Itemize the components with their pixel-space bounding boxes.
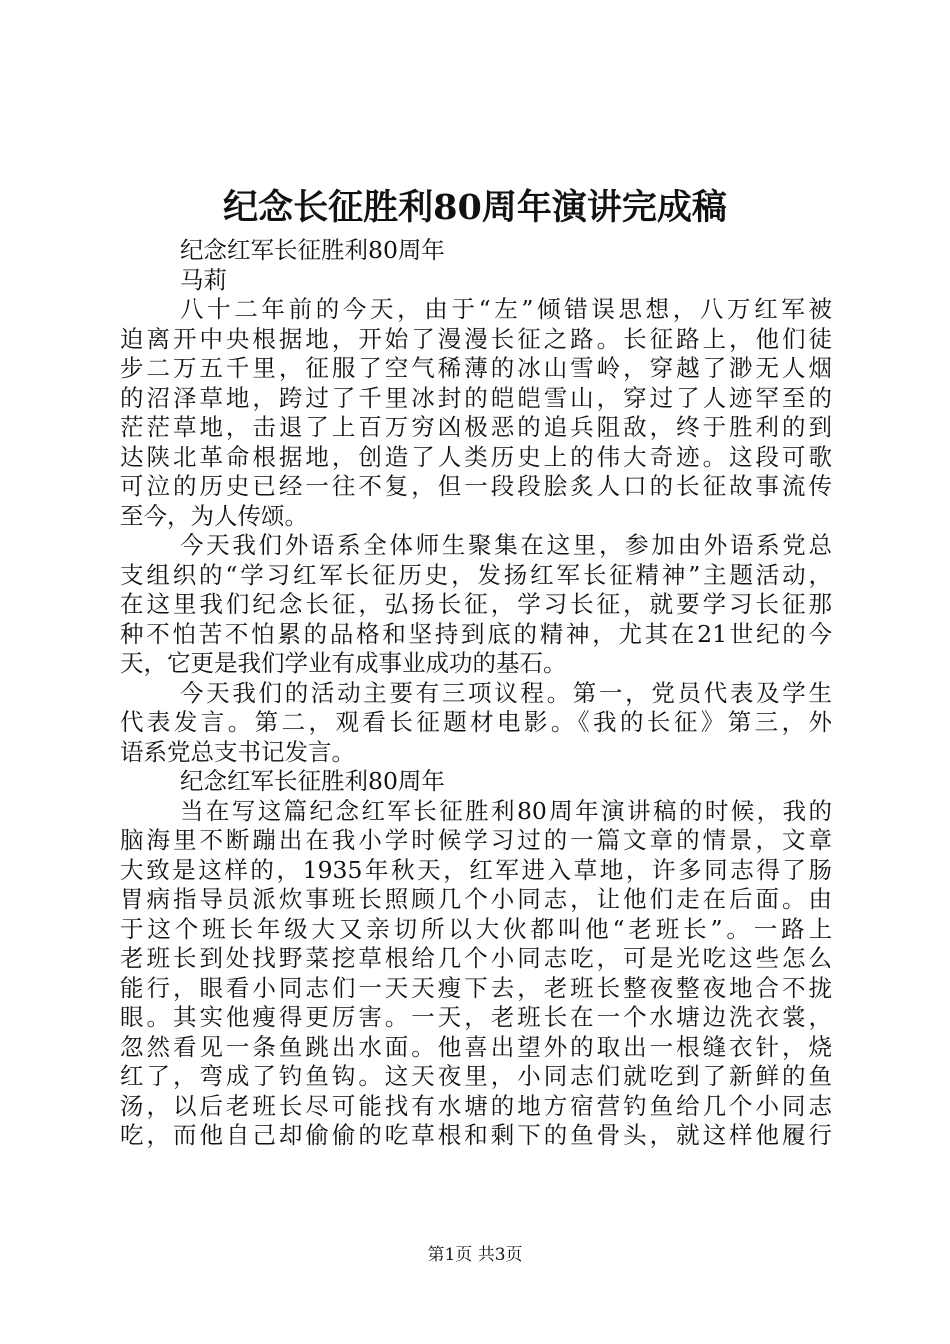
text-line: 红了，弯成了钓鱼钩。这天夜里，小同志们就吃到了新鲜的鱼 (120, 1062, 832, 1090)
paragraph-3 (120, 679, 832, 768)
text-line: 眼。其实他瘦得更厉害。一天，老班长在一个水塘边洗衣裳， (120, 1003, 832, 1031)
author: 马莉 (180, 265, 227, 294)
text-line: 支组织的“学习红军长征历史，发扬红军长征精神”主题活动， (120, 560, 832, 589)
text-line: 在这里我们纪念长征，弘扬长征，学习长征，就要学习长征那 (120, 590, 832, 618)
text-line: 能行，眼看小同志们一天天瘦下去，老班长整夜整夜地合不拢 (120, 973, 832, 1002)
text-line: 迫离开中央根据地，开始了漫漫长征之路。长征路上，他们徒 (120, 324, 832, 353)
text-line: 于这个班长年级大又亲切所以大伙都叫他“老班长”。一路上 (120, 914, 832, 943)
text-line: 胃病指导员派炊事班长照顾几个小同志，让他们走在后面。由 (120, 885, 832, 913)
text-line: 八十二年前的今天，由于“左”倾错误思想，八万红军被 (180, 295, 832, 323)
text-line: 脑海里不断蹦出在我小学时候学习过的一篇文章的情景，文章 (120, 826, 832, 854)
text-line: 汤，以后老班长尽可能找有水塘的地方宿营钓鱼给几个小同志 (120, 1091, 832, 1120)
text-line: 老班长到处找野菜挖草根给几个小同志吃，可是光吃这些怎么 (120, 944, 832, 972)
paragraph-4 (120, 797, 832, 1151)
text-line: 大致是这样的，1935年秋天，红军进入草地，许多同志得了肠 (120, 855, 832, 884)
document-title: 纪念长征胜利80周年演讲完成稿 (223, 187, 727, 228)
text-line: 吃，而他自己却偷偷的吃草根和剩下的鱼骨头，就这样他履行 (120, 1121, 832, 1149)
text-line: 茫茫草地，击退了上百万穷凶极恶的追兵阻敌，终于胜利的到 (120, 413, 832, 441)
document-body (120, 236, 832, 1151)
text-line: 的沼泽草地，跨过了千里冰封的皑皑雪山，穿过了人迹罕至的 (120, 383, 832, 412)
text-line: 语系党总支书记发言。 (120, 737, 355, 766)
text-line: 忽然看见一条鱼跳出水面。他喜出望外的取出一根缝衣针，烧 (120, 1032, 832, 1061)
subtitle: 纪念红军长征胜利80周年 (180, 236, 445, 264)
text-line: 种不怕苦不怕累的品格和坚持到底的精神，尤其在21世纪的今 (120, 619, 832, 648)
subtitle-2: 纪念红军长征胜利80周年 (180, 767, 445, 795)
text-line: 步二万五千里，征服了空气稀薄的冰山雪岭，穿越了渺无人烟 (120, 354, 832, 382)
page-footer: 第1页 共3页 (427, 1245, 523, 1265)
text-line: 至今，为人传颂。 (120, 501, 308, 530)
text-line: 可泣的历史已经一往不复，但一段段脍炙人口的长征故事流传 (120, 472, 832, 500)
text-line: 达陕北革命根据地，创造了人类历史上的伟大奇迹。这段可歌 (120, 442, 832, 471)
paragraph-2 (120, 531, 832, 679)
text-line: 今天我们的活动主要有三项议程。第一，党员代表及学生 (180, 678, 832, 707)
text-line: 天，它更是我们学业有成事业成功的基石。 (120, 649, 567, 677)
text-line: 代表发言。第二，观看长征题材电影。《我的长征》第三，外 (120, 708, 832, 736)
text-line: 当在写这篇纪念红军长征胜利80周年演讲稿的时候，我的 (180, 796, 832, 825)
paragraph-1 (120, 295, 832, 531)
text-line: 今天我们外语系全体师生聚集在这里，参加由外语系党总 (180, 531, 832, 559)
